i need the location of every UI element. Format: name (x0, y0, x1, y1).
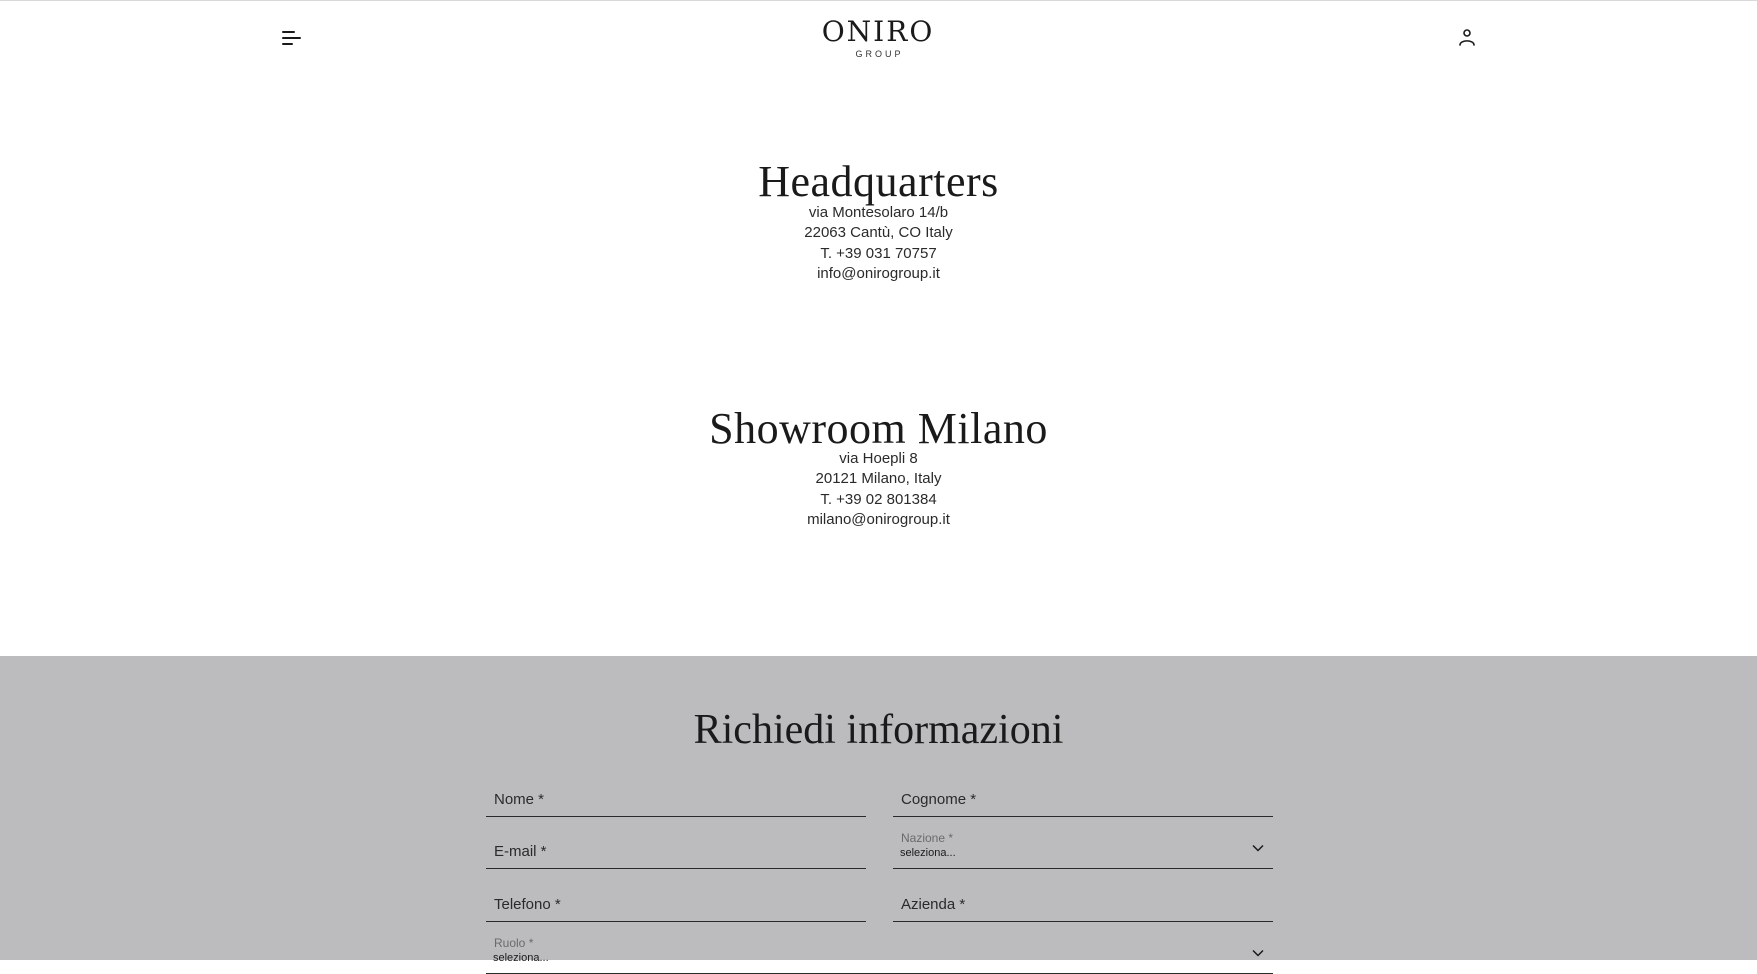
ruolo-select[interactable] (486, 934, 1273, 974)
nome-placeholder: Nome * (494, 791, 545, 808)
menu-icon[interactable] (280, 28, 304, 50)
ruolo-label: Ruolo * (494, 936, 534, 950)
email-field[interactable] (486, 829, 866, 869)
cognome-field[interactable] (893, 777, 1273, 817)
telefono-placeholder: Telefono * (494, 896, 561, 913)
nome-field[interactable] (486, 777, 866, 817)
user-icon[interactable] (1456, 27, 1478, 49)
logo-subtitle: GROUP (855, 49, 904, 59)
headquarters-phone[interactable]: T. +39 031 70757 (820, 245, 937, 262)
email-placeholder: E-mail * (494, 843, 547, 860)
nazione-select[interactable] (893, 829, 1273, 869)
headquarters-street: via Montesolaro 14/b (808, 204, 949, 221)
headquarters-email[interactable]: info@onirogroup.it (817, 265, 940, 282)
chevron-down-icon (1251, 841, 1265, 855)
showroom-title: Showroom Milano (709, 404, 1048, 453)
chevron-down-icon (1251, 946, 1265, 960)
telefono-field[interactable] (486, 882, 866, 922)
headquarters-city: 22063 Cantù, CO Italy (804, 224, 953, 241)
headquarters-title: Headquarters (758, 157, 999, 206)
form-title: Richiedi informazioni (693, 707, 1064, 753)
nazione-value: seleziona... (900, 847, 956, 859)
nazione-label: Nazione * (901, 831, 954, 845)
site-header (0, 0, 1757, 80)
logo[interactable] (778, 16, 978, 64)
azienda-field[interactable] (893, 882, 1273, 922)
azienda-placeholder: Azienda * (901, 896, 966, 913)
showroom-email[interactable]: milano@onirogroup.it (807, 511, 950, 528)
showroom-phone[interactable]: T. +39 02 801384 (820, 491, 937, 508)
cognome-placeholder: Cognome * (901, 791, 977, 808)
showroom-street: via Hoepli 8 (839, 450, 918, 467)
contact-form-section (0, 656, 1757, 964)
showroom-city: 20121 Milano, Italy (815, 470, 942, 487)
ruolo-value: seleziona... (493, 952, 549, 964)
logo-wordmark: ONIRO (821, 15, 935, 48)
